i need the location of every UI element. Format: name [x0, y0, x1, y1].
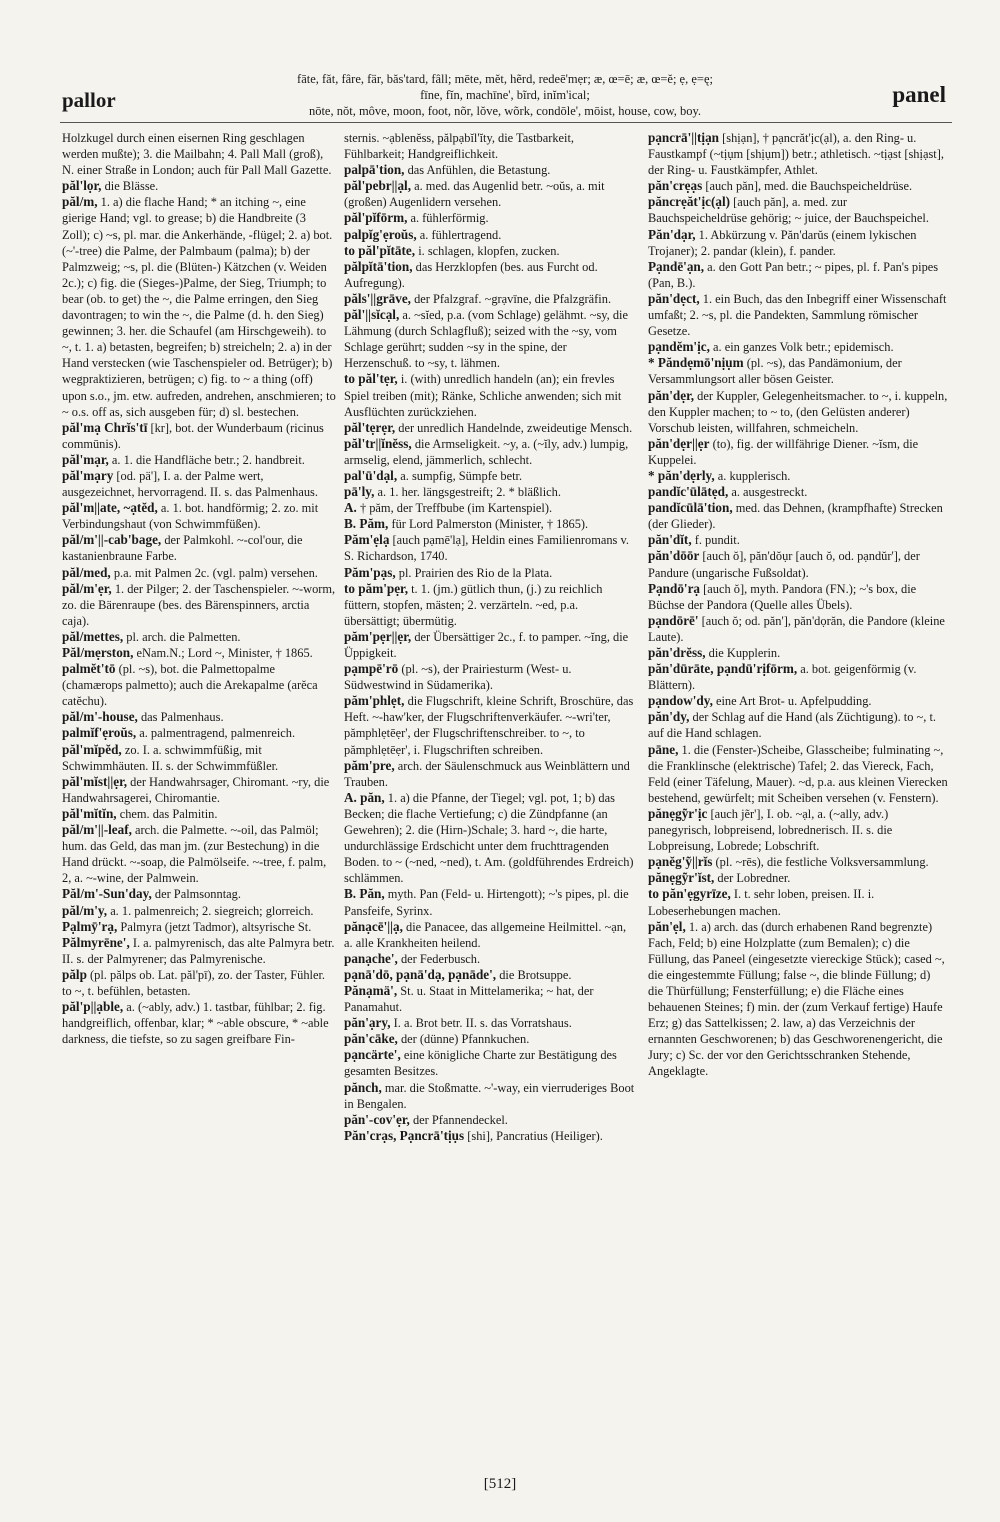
entry-headword: Pạndō'rạ — [648, 580, 701, 596]
entry-headword: păl'lọr, — [62, 178, 102, 194]
dictionary-entry — [648, 194, 948, 226]
entry-definition: Palmyra (jetzt Tadmor), altsyrische St. — [120, 919, 312, 934]
dictionary-entry — [344, 983, 636, 1015]
entry-definition: myth. Pan (Feld- u. Hirtengott); ~'s pipes, pl. die Pansfeife, Syrinx. — [344, 887, 629, 918]
entry-headword: păl'tẹrẹr, — [344, 419, 396, 435]
column-3 — [648, 130, 948, 1454]
entry-definition: eine königliche Charte zur Bestätigung des gesamten Besitzes. — [344, 1048, 617, 1079]
dictionary-entry — [344, 178, 636, 210]
entry-headword: Păm'pạs, — [344, 564, 396, 580]
entry-headword: pạncärte', — [344, 1047, 401, 1063]
dictionary-entry — [62, 581, 336, 629]
entry-headword: păn'dūrāte, pạndū'rịfōrm, — [648, 661, 798, 677]
dictionary-entry — [62, 565, 336, 581]
entry-definition: [auch păn], med. die Bauchspeicheldrüse. — [705, 179, 913, 194]
dictionary-entry — [344, 243, 636, 259]
entry-definition: der Lobredner. — [717, 871, 791, 886]
entry-definition: i. (with) unredlich handeln (an); ein frevles Spiel treiben (mit); Ränke, Schliche anwenden; sich mit Ausflüchten zurückziehen. — [344, 372, 622, 419]
dictionary-entry — [648, 291, 948, 339]
entry-definition: pl. arch. die Palmetten. — [126, 629, 241, 644]
entry-headword: păl'mạ Chrĭs'tī — [62, 419, 148, 435]
entry-headword: pănch, — [344, 1079, 382, 1095]
entry-definition: med. das Dehnen, (krampfhafte) Strecken (der Glieder). — [648, 501, 943, 532]
dictionary-entry — [648, 339, 948, 355]
entry-definition: der Übersättiger 2c., f. to pamper. ~ĭng, die Üppigkeit. — [344, 629, 629, 660]
entry-headword: păl/med, — [62, 564, 111, 580]
dictionary-entry — [648, 661, 948, 693]
dictionary-entry — [648, 919, 948, 1080]
entry-definition: der Pfannendeckel. — [412, 1112, 508, 1127]
entry-headword: palmĕt'tō — [62, 661, 116, 677]
dictionary-entry — [344, 629, 636, 661]
entry-definition: die Flugschrift, kleine Schrift, Broschüre, das Heft. ~-haw'ker, der Flugschriftenverkäufer. ~-wri'ter, pămphlẹtēẹr', der Flugschriftenschreiber. to ~, to pămphlẹtēẹr', i. Flugschriften schreiben. — [344, 694, 634, 757]
dictionary-entry — [648, 130, 948, 178]
entry-definition: f. pundit. — [694, 533, 740, 548]
dictionary-entry — [62, 500, 336, 532]
pronunciation-key-line: fāte, făt, fâre, fär, băs'tard, fâll; mēte, mĕt, hẽrd, redeē'mẹr; æ, œ=ē; æ, œ=ĕ; ẹ, ẹ=ę; — [297, 72, 713, 86]
entry-headword: pandĭcūlā'tion, — [648, 500, 733, 516]
entry-headword: păl'||sĭcạl, — [344, 307, 400, 323]
dictionary-entry — [648, 388, 948, 436]
dictionary-entry — [648, 886, 948, 918]
dictionary-entry — [344, 1080, 636, 1112]
entry-headword: păl/mettes, — [62, 628, 124, 644]
entry-definition: der Palmkohl. ~-col'our, die kastanienbraune Farbe. — [62, 533, 303, 564]
entry-headword: păn'crẹạs — [648, 178, 703, 194]
dictionary-entry — [648, 742, 948, 806]
entry-definition: [auch ŏ; od. păn'], păn'dọrăn, die Pandore (kleine Laute). — [648, 613, 945, 644]
dictionary-entry — [344, 1015, 636, 1031]
entry-headword: păl'mạr, — [62, 451, 109, 467]
dictionary-entry — [344, 307, 636, 371]
entry-definition: (pl. ~s), das Pandämonium, der Versammlungsort aller bösen Geister. — [648, 356, 902, 387]
dictionary-entry — [344, 259, 636, 291]
entry-headword: păn'dōōr — [648, 548, 700, 564]
entry-definition: der Schlag auf die Hand (als Züchtigung). to ~, t. auf die Hand schlagen. — [648, 710, 936, 741]
entry-definition: a. kupplerisch. — [717, 468, 791, 483]
entry-definition: für Lord Palmerston (Minister, † 1865). — [391, 517, 589, 532]
entry-headword: palpā'tion, — [344, 162, 405, 178]
dictionary-entry — [344, 291, 636, 307]
dictionary-entry — [62, 967, 336, 999]
entry-definition: [kr], bot. der Wunderbaum (ricinus commūnis). — [62, 420, 324, 451]
dictionary-entry — [648, 870, 948, 886]
entry-headword: pạndōrē' — [648, 612, 699, 628]
entry-definition: a. med. das Augenlid betr. ~oŭs, a. mit (großen) Augenlidern versehen. — [344, 179, 605, 210]
dictionary-entry — [648, 227, 948, 259]
entry-definition: 1. der Pilger; 2. der Taschenspieler. ~-worm, zo. die Bärenraupe (bes. des Bärenspinners, arctia caja). — [62, 581, 336, 628]
entry-definition: der Kuppler, Gelegenheitsmacher. to ~, i. kuppeln, den Kuppler machen; to ~ to, (den Gelüsten anderer) Vorschub leisten, willfahren, schmeicheln. — [648, 388, 948, 435]
dictionary-entry — [648, 259, 948, 291]
dictionary-entry — [648, 709, 948, 741]
entry-headword: Pạlmȳ'rạ, — [62, 918, 118, 934]
entry-definition: a. ausgestreckt. — [731, 485, 808, 500]
entry-headword: Pạndē'ạn, — [648, 258, 705, 274]
entry-headword: pălpĭtā'tion, — [344, 258, 413, 274]
dictionary-entry — [648, 645, 948, 661]
entry-headword: păl/m'||-cab'bage, — [62, 532, 162, 548]
dictionary-entry — [648, 178, 948, 194]
dictionary-entry — [344, 371, 636, 419]
entry-headword: palmĭf'ẹroŭs, — [62, 725, 137, 741]
entry-headword: păncrẹăt'ịc(ạl) — [648, 194, 731, 210]
dictionary-entry — [62, 774, 336, 806]
dictionary-entry — [62, 999, 336, 1047]
dictionary-entry — [344, 790, 636, 887]
dictionary-entry — [62, 452, 336, 468]
entry-headword: păn'drĕss, — [648, 645, 706, 660]
dictionary-entry — [344, 1031, 636, 1047]
pronunciation-key-line: fīne, fĭn, machīne', bĩrd, inĭm'ical; — [420, 88, 590, 102]
entry-definition: arch. der Säulenschmuck aus Weinblättern und Trauben. — [344, 758, 630, 789]
dictionary-entry — [62, 661, 336, 709]
dictionary-entry — [344, 565, 636, 581]
entry-headword: Păl/mẹrston, — [62, 645, 134, 660]
dictionary-entry — [62, 886, 336, 902]
entry-headword: pănẹgỹr'ịc — [648, 805, 708, 821]
entry-definition: 1. a) die Pfanne, der Tiegel; vgl. pot, 1; b) das Becken; die flache Vertiefung; c) die Zündpfanne (an Gewehren); 2. die (Hirn-)Schale; 3. hard ~, die harte, undurchlässige Erdschicht unter dem fruchttragenden Boden. to ~ (~ned, ~ned), t. Am. (goldführendes Erdreich) schlämmen. — [344, 790, 634, 886]
entry-headword: to păm'pẹr, — [344, 580, 408, 596]
dictionary-entry — [344, 500, 636, 516]
entry-headword: pălp — [62, 966, 87, 982]
entry-definition: [auch jẽr'], I. ob. ~ạl, a. (~ally, adv.) panegyrisch, lobpreisend, lobrednerisch. II. s. die Lobpreisung, Lobrede; Lobschrift. — [648, 806, 893, 854]
entry-headword: pạmpē'rō — [344, 661, 399, 677]
entry-definition: die Panacee, das allgemeine Heilmittel. ~ạn, a. alle Krankheiten heilend. — [344, 919, 627, 950]
entry-definition: a. 1. die Handfläche betr.; 2. handbreit. — [111, 452, 305, 467]
entry-headword: păm'pre, — [344, 757, 395, 773]
entry-definition: a. sumpfig, Sümpfe betr. — [400, 468, 523, 483]
entry-definition: a. 1. her. längsgestreift; 2. * bläßlich. — [377, 485, 561, 500]
entry-headword: Pălmyrēne', — [62, 934, 130, 950]
entry-definition: a. ein ganzes Volk betr.; epidemisch. — [713, 340, 894, 355]
entry-headword: * păn'dẹrly, — [648, 467, 715, 483]
entry-definition: a. ~sĭed, p.a. (vom Schlage) gelähmt. ~sy, die Lähmung (durch Schlagfluß); seized with the ~sy, vom Schlage gerührt; sudden ~sy in the spine, der Herzenschuß. to ~sy, t. lähmen. — [344, 308, 628, 371]
entry-definition: (pl. pălps ob. Lat. păl'pī), zo. der Taster, Fühler. to ~, t. befühlen, betasten. — [62, 967, 326, 998]
dictionary-entry — [344, 484, 636, 500]
entry-definition: die Brotsuppe. — [499, 967, 572, 982]
dictionary-entry — [648, 355, 948, 387]
entry-definition: a. bot. geigenförmig (v. Blättern). — [648, 662, 917, 693]
header-left-guideword: pallor — [62, 88, 116, 112]
column-1 — [62, 130, 336, 1454]
dictionary-entry — [344, 210, 636, 226]
entry-definition: der (dünne) Pfannkuchen. — [400, 1032, 530, 1047]
pronunciation-key — [225, 71, 785, 119]
entry-headword: pạnĕg'ỹ||rĭs — [648, 854, 713, 870]
header-rule — [60, 122, 952, 123]
entry-headword: Păn'dạr, — [648, 226, 696, 242]
entry-definition: das Anfühlen, die Betastung. — [407, 163, 551, 178]
entry-headword: păl'mĭtĭn, — [62, 805, 117, 821]
entry-headword: păl/m'||-leaf, — [62, 822, 132, 838]
dictionary-entry — [62, 806, 336, 822]
entry-definition: arch. die Palmette. ~-oil, das Palmöl; hum. das Geld, das man jm. (zur Bestechung) in die Hand drückt. ~-soap, die Palmölseife. ~-tree, f. palm, 2, a. ~-wine, der Palmwein. — [62, 823, 327, 886]
entry-definition: p.a. mit Palmen 2c. (vgl. palm) versehen. — [113, 565, 318, 580]
dictionary-entry — [344, 1112, 636, 1128]
entry-definition: die Armseligkeit. ~y, a. (~ĭly, adv.) lumpig, armselig, elend, jämmerlich, schlecht. — [344, 436, 629, 467]
dictionary-entry — [62, 420, 336, 452]
entry-headword: to păl'tẹr, — [344, 371, 398, 387]
entry-headword: pal'ū'dạl, — [344, 467, 398, 483]
entry-definition: das Palmenhaus. — [140, 710, 224, 725]
dictionary-entry — [62, 130, 336, 178]
entry-definition: der Federbusch. — [400, 951, 481, 966]
entry-headword: păl/m, — [62, 194, 98, 210]
entry-definition: [auch păn], a. med. zur Bauchspeicheldrüse gehörig; ~ juice, der Bauchspeichel. — [648, 195, 929, 226]
entry-headword: păl'm||ate, ~ạtĕd, — [62, 500, 158, 516]
entry-headword: păl'tr||ĭnĕss, — [344, 435, 412, 451]
entry-definition: a. den Gott Pan betr.; ~ pipes, pl. f. Pan's pipes (Pan, B.). — [648, 259, 939, 290]
entry-headword: Păn'crạs, Pạncrā'tịụs — [344, 1127, 465, 1143]
dictionary-entry — [62, 645, 336, 661]
entry-headword: Pănạmä', — [344, 982, 398, 998]
dictionary-entry — [344, 436, 636, 468]
entry-headword: păl'pĭfōrm, — [344, 210, 408, 226]
entry-definition: † păm, der Treffbube (im Kartenspiel). — [359, 501, 553, 516]
entry-definition: die Blässe. — [104, 179, 159, 194]
dictionary-entry — [648, 532, 948, 548]
entry-definition: 1. ein Buch, das den Inbegriff einer Wissenschaft umfaßt; 2. ~s, pl. die Pandekten, Sammlung römischer Gesetze. — [648, 291, 947, 339]
dictionary-entry — [62, 178, 336, 194]
entry-headword: pā'ly, — [344, 484, 375, 500]
dictionary-entry — [648, 854, 948, 870]
entry-headword: Păl/m'-Sun'day, — [62, 886, 152, 902]
entry-headword: Păm'ẹlạ — [344, 532, 390, 548]
entry-headword: păn'-cov'ẹr, — [344, 1111, 410, 1127]
entry-headword: B. Păm, — [344, 516, 389, 532]
entry-definition: [od. pä'], I. a. der Palme wert, ausgezeichnet, hervorragend. II. s. das Palmenhaus. — [62, 468, 318, 500]
dictionary-entry — [344, 516, 636, 532]
dictionary-entry — [648, 436, 948, 468]
entry-headword: * Păndẹmō'nịụm — [648, 355, 744, 371]
entry-definition: t. 1. (jm.) gütlich thun, (j.) zu reichlich füttern, stopfen, mästen; 2. verzärteln. ~ed, p.a. übersättigt; übermütig. — [344, 581, 603, 628]
dictionary-entry — [344, 1128, 636, 1144]
entry-headword: păl/m'ẹr, — [62, 580, 112, 596]
entry-definition: 1. a) die flache Hand; * an itching ~, eine gierige Hand; vgl. to grease; b) die Handbreite (3 Zoll); c) ~s, pl. mar. die Ankerhände, -flügel; 2. a) bot. (~'-tree) die Palme, der Palmbaum (palma); b) der Palmzweig; ~s, pl. die (Blüten-) Kätzchen (v. Weiden 2c.); c) fig. die (Sieges-)Palme, der Sieg, Triumph; to bear (ob. to get) the ~, die Palme erringen, den Sieg davontragen; to win the ~, die Palme (d. h. den Sieg) gewinnen; 3. her. die Schaufel (am Hirschgeweih). to ~, t. 1. a) betasten, begreifen; b) streicheln; 2. a) in der Hand verstecken (wie Taschenspieler od. Betrüger); b) wegpraktizieren, betrügen; c) fig. to ~ a thing (off) upon s.o., jm. etw. aufreden, andrehen, anschmieren; to ~ o.s. off as, sich ausgeben für; d) sl. bestechen. — [62, 195, 336, 419]
entry-definition: [shi], Pancratius (Heiliger). — [467, 1128, 603, 1143]
entry-definition: mar. die Stoßmatte. ~'-way, ein vierruderiges Boot in Bengalen. — [344, 1080, 635, 1111]
dictionary-entry — [648, 806, 948, 854]
dictionary-entry — [344, 162, 636, 178]
entry-definition: 1. die (Fenster-)Scheibe, Glasscheibe; fulminating ~, die Franklinsche (elektrische) Tafel; 2. das Viereck, Fach, Feld (einer Täfelung, Mauer). ~d, p.a. aus kleinen Vierecken bestehend, gewürfelt; mit Scheiben versehen (v. Fenstern). — [648, 742, 948, 805]
entry-definition: I. a. palmyrenisch, das alte Palmyra betr. II. s. der Palmyrener; das Palmyrenische. — [62, 935, 335, 966]
entry-headword: pạndow'dy, — [648, 693, 713, 709]
dictionary-entry — [62, 532, 336, 564]
dictionary-entry — [344, 693, 636, 757]
entry-headword: pāne, — [648, 741, 679, 757]
entry-definition: St. u. Staat in Mittelamerika; ~ hat, der Panamahut. — [344, 983, 594, 1015]
entry-definition: [auch pạmē'lạ], Heldin eines Familienromans v. S. Richardson, 1740. — [344, 533, 629, 564]
dictionary-entry — [62, 468, 336, 500]
dictionary-entry — [62, 935, 336, 967]
entry-headword: păl/m'y, — [62, 902, 108, 918]
dictionary-entry — [344, 758, 636, 790]
dictionary-entry — [62, 903, 336, 919]
dictionary-entry — [344, 227, 636, 243]
entry-headword: panạche', — [344, 950, 398, 966]
entry-definition: a. 1. palmenreich; 2. siegreich; glorreich. — [110, 903, 314, 918]
dictionary-entry — [62, 919, 336, 935]
entry-headword: păl/m'-house, — [62, 709, 138, 725]
entry-headword: to păn'ẹgyrīze, — [648, 886, 731, 902]
dictionary-entry — [62, 725, 336, 741]
entry-definition: 1. a) arch. das (durch erhabenen Rand begrenzte) Fach, Feld; b) eine Holzplatte (zum Bemalen); c) die Füllung, das Paneel (eingesetzte viereckige Stück); cased ~, die eingestemmte Füllung; false ~, die blinde Füllung; d) die Thürfüllung; Fensterfüllung; e) die Fläche eines behauenen Steines; f) min. der (zum Verkauf fertige) Haufe Erz; g) das Sattelkissen; 2. law, a) das Verzeichnis der ernannten Geschworenen; b) das Geschworenengericht, die Jury; c) Sc. der vor den Gerichtsschranken Stehende, Angeklagte. — [648, 919, 945, 1079]
entry-headword: pănạcē'||ạ, — [344, 918, 403, 934]
dictionary-entry — [344, 532, 636, 564]
entry-definition: (pl. ~s), bot. die Palmettopalme (chamærops palmetto); auch die Arekapalme (arĕca catĕchu). — [62, 662, 318, 709]
dictionary-entry — [648, 548, 948, 580]
entry-definition: zo. I. a. schwimmfüßig, mit Schwimmhäuten. II. s. der Schwimmfüßler. — [62, 742, 279, 773]
entry-headword: păm'phlẹt, — [344, 693, 405, 709]
dictionary-entry — [648, 613, 948, 645]
entry-definition: der Palmsonntag. — [154, 887, 241, 902]
dictionary-entry — [344, 130, 636, 162]
entry-headword: păn'dẹct, — [648, 290, 700, 306]
entry-headword: păl'p||ạble, — [62, 999, 124, 1015]
dictionary-entry — [648, 500, 948, 532]
entry-headword: B. Păn, — [344, 886, 385, 902]
entry-headword: A. păn, — [344, 789, 385, 805]
entry-headword: păn'dy, — [648, 709, 690, 725]
entry-definition: die Kupplerin. — [708, 646, 781, 660]
entry-definition: der unredlich Handelnde, zweideutige Mensch. — [398, 420, 633, 435]
pronunciation-key-line: nōte, nŏt, môve, moon, foot, nõr, lŏve, wõrk, condōle', mōist, house, cow, boy. — [308, 104, 702, 118]
entry-definition: a. palmentragend, palmenreich. — [139, 726, 296, 741]
entry-headword: pạncrā'||tịạn — [648, 130, 720, 145]
entry-headword: pạnā'dō, pạnā'dạ, pạnāde', — [344, 966, 497, 982]
entry-headword: pạndĕm'ịc, — [648, 339, 710, 355]
entry-definition: eine Art Brot- u. Apfelpudding. — [715, 694, 872, 709]
entry-definition: chem. das Palmitin. — [119, 806, 218, 821]
dictionary-entry — [62, 822, 336, 886]
page-number: [512] — [483, 1476, 517, 1492]
entry-headword: păn'ẹl, — [648, 918, 686, 934]
entry-headword: păl'mạry — [62, 467, 114, 483]
entry-headword: A. — [344, 500, 357, 516]
dictionary-entry — [62, 194, 336, 419]
dictionary-entry — [62, 742, 336, 774]
entry-headword: pănẹgỹr'ĭst, — [648, 870, 715, 886]
entry-definition: a. fühlerförmig. — [410, 211, 489, 226]
entry-definition: (to), fig. der willfährige Diener. ~ĭsm, die Kuppelei. — [648, 436, 919, 467]
dictionary-entry — [648, 693, 948, 709]
dictionary-entry — [648, 468, 948, 484]
entry-definition: I. a. Brot betr. II. s. das Vorratshaus. — [393, 1016, 572, 1031]
entry-headword: păn'ạry, — [344, 1015, 391, 1031]
entry-definition: 1. Abkürzung v. Păn'darŭs (einem lykischen Trojaner); 2. pandar (klein), f. pander. — [648, 227, 917, 258]
column-2 — [344, 130, 636, 1454]
entry-headword: păn'dẹr, — [648, 387, 695, 403]
entry-definition: a. (~ably, adv.) 1. tastbar, fühlbar; 2. fig. handgreiflich, offenbar, klar; * ~able obscure, * ~able darkness, die tiefste, so zu sagen greifbare Fin- — [62, 1000, 329, 1047]
entry-definition: a. fühlertragend. — [419, 227, 502, 242]
dictionary-entry — [648, 484, 948, 500]
entry-headword: păn'cāke, — [344, 1031, 398, 1047]
entry-definition: [shịạn], † pạncrăt'ịc(ạl), a. den Ring- u. Faustkampf (~tịụm [shịụm]) betr.; athletisch. ~tịạst [shịạst], der Ring- u. Faustkämpfer, Athlet. — [648, 131, 944, 178]
dictionary-entry — [344, 468, 636, 484]
entry-definition: der Handwahrsager, Chiromant. ~ry, die Handwahrsagerei, Chiromantie. — [62, 774, 330, 805]
entry-definition: sternis. ~ạblenĕss, pălpạbĭl'ĭty, die Tastbarkeit, Fühlbarkeit; Handgreiflichkeit. — [344, 131, 575, 162]
dictionary-entry — [344, 581, 636, 629]
entry-headword: păls'||grāve, — [344, 290, 411, 306]
entry-definition: [auch ŏ], păn'dŏụr [auch ŏ, od. pạndŭr'], der Pandure (ungarische Fußsoldat). — [648, 549, 920, 580]
entry-definition: i. schlagen, klopfen, zucken. — [418, 243, 560, 258]
entry-headword: păl'mĭpĕd, — [62, 741, 122, 757]
dictionary-entry — [344, 919, 636, 951]
entry-headword: păm'pẹr||ẹr, — [344, 628, 412, 644]
entry-definition: der Pfalzgraf. ~grạvīne, die Pfalzgräfin. — [414, 291, 612, 306]
entry-definition: [auch ŏ], myth. Pandora (FN.); ~'s box, die Büchse der Pandora (Quelle alles Übels). — [648, 581, 917, 612]
dictionary-entry — [344, 420, 636, 436]
entry-headword: păl'pebr||ạl, — [344, 178, 411, 194]
entry-headword: păn'dẹr||ẹr — [648, 435, 710, 451]
entry-headword: păn'dĭt, — [648, 532, 692, 548]
entry-definition: eNam.N.; Lord ~, Minister, † 1865. — [136, 646, 313, 660]
entry-definition: (pl. ~s), der Prairiesturm (West- u. Südwestwind in Südamerika). — [344, 662, 572, 693]
entry-definition: Holzkugel durch einen eisernen Ring geschlagen werden mußte); 3. die Mailbahn; 4. Pall Mall (groß), N. einer Straße in London; auch für Pall Mall Gazette. — [62, 131, 332, 178]
entry-headword: pandĭc'ūlātẹd, — [648, 484, 729, 500]
entry-definition: (pl. ~rēs), die festliche Volksversammlung. — [715, 855, 929, 870]
entry-definition: I. t. sehr loben, preisen. II. i. Lobeserhebungen machen. — [648, 887, 875, 918]
entry-headword: palpĭg'ẹroŭs, — [344, 226, 417, 242]
entry-definition: das Herzklopfen (bes. aus Furcht od. Aufregung). — [344, 259, 598, 290]
dictionary-entry — [62, 709, 336, 725]
dictionary-entry — [344, 967, 636, 983]
entry-headword: to păl'pĭtāte, — [344, 242, 416, 258]
entry-headword: păl'mĭst||ẹr, — [62, 773, 128, 789]
dictionary-entry — [344, 661, 636, 693]
dictionary-entry — [344, 886, 636, 918]
dictionary-entry — [344, 951, 636, 967]
header-right-guideword: panel — [892, 82, 946, 107]
entry-definition: pl. Prairien des Rio de la Plata. — [398, 565, 553, 580]
dictionary-entry — [344, 1047, 636, 1079]
dictionary-entry — [648, 581, 948, 613]
entry-definition: a. 1. bot. handförmig; 2. zo. mit Verbindungshaut (von Schwimmfüßen). — [62, 501, 319, 532]
dictionary-entry — [62, 629, 336, 645]
